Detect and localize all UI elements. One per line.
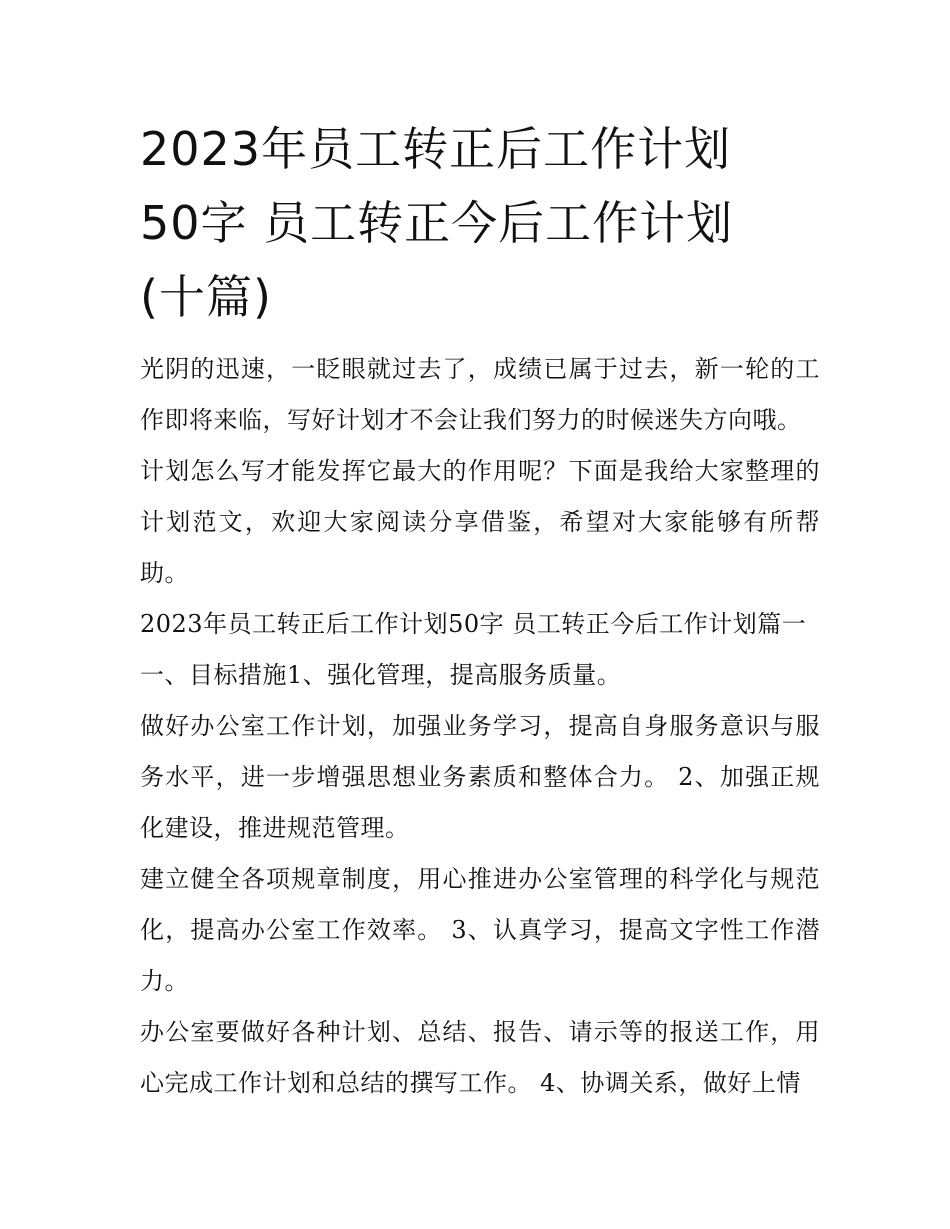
paragraph-goals: 一、目标措施1、强化管理，提高服务质量。: [140, 661, 622, 689]
paragraph-regulations: 建立健全各项规章制度，用心推进办公室管理的科学化与规范化，提高办公室工作效率。 3、认真学习，提高文字性工作潜力。: [140, 865, 820, 995]
title-line-1: 2023年员工转正后工作计划: [140, 122, 732, 176]
section-heading: 2023年员工转正后工作计划50字 员工转正今后工作计划篇一: [140, 610, 807, 638]
paragraph-intro-2: 计划怎么写才能发挥它最大的作用呢？下面是我给大家整理的计划范文，欢迎大家阅读分享借鉴，希望对大家能够有所帮助。: [140, 457, 820, 587]
document-title: [140, 112, 780, 334]
title-line-3: (十篇): [140, 270, 272, 324]
paragraph-intro-1: 光阴的迅速，一眨眼就过去了，成绩已属于过去，新一轮的工作即将来临，写好计划才不会让我们努力的时候迷失方向哦。: [140, 355, 820, 434]
paragraph-office-plan: 做好办公室工作计划，加强业务学习，提高自身服务意识与服务水平，进一步增强思想业务素质和整体合力。 2、加强正规化建设，推进规范管理。: [140, 712, 820, 842]
paragraph-reports: 办公室要做好各种计划、总结、报告、请示等的报送工作，用心完成工作计划和总结的撰写工作。 4、协调关系，做好上情: [140, 1018, 820, 1097]
title-line-2: 50字 员工转正今后工作计划: [140, 196, 734, 250]
document-page: [140, 112, 820, 1109]
